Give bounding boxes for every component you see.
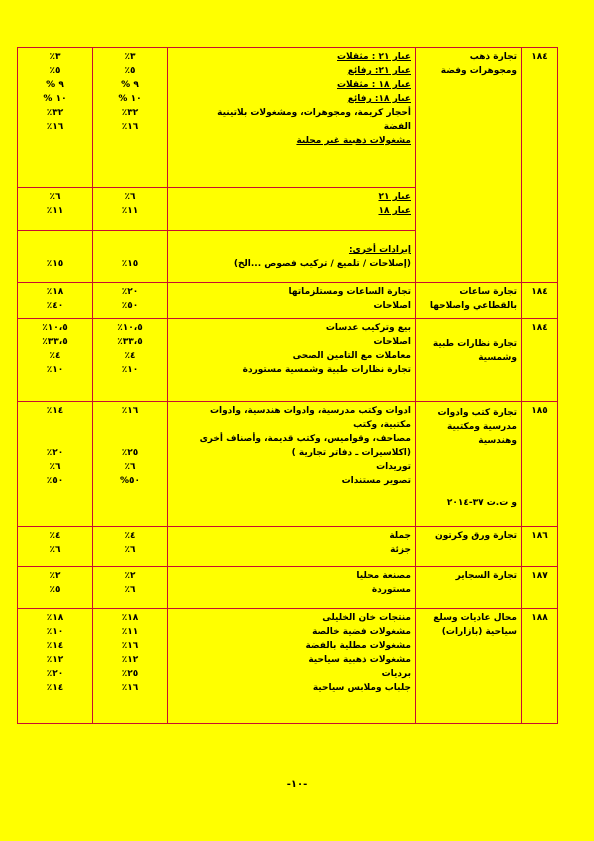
rate-cell: ٢٠٪ ٥٠٪ bbox=[93, 283, 168, 319]
rate-cell: ١٨٪ ١٠٪ ١٤٪ ١٢٪ ٢٠٪ ١٤٪ bbox=[18, 609, 93, 724]
items-cell: عيار ٢١ : مثقلات عيار ٢١: رفائع عيار ١٨ : مثقلات عيار ١٨: رفائع أحجار كريمة، ومجوهرات، ومشغولات بلاتينية الفضة مشغولات ذهبية غير محلية bbox=[168, 48, 416, 188]
table-row bbox=[18, 527, 558, 567]
activity-name: تجارة ذهب ومجوهرات وفضة bbox=[416, 48, 522, 283]
activity-name: تجارة ساعات بالقطاعي واصلاحها bbox=[416, 283, 522, 319]
items-cell: ادوات وكتب مدرسية، وادوات هندسية، وادوات مكتبية، وكتب مصاحف، وقواميس، وكتب قديمة، وأصناف أخرى (اكلاسيرات ـ دفاتر تجارية ) توريدات تصوير مستندات bbox=[168, 402, 416, 527]
activity-number: ١٨٨ bbox=[522, 609, 558, 724]
items-cell: جملة جزئة bbox=[168, 527, 416, 567]
activity-name: تجارة ورق وكرتون bbox=[416, 527, 522, 567]
table-row bbox=[18, 283, 558, 319]
items-cell: عيار ٢١ عيار ١٨ bbox=[168, 188, 416, 231]
rate-cell: ٦٪ ١١٪ bbox=[93, 188, 168, 231]
rate-cell: ٢٪ ٦٪ bbox=[93, 567, 168, 609]
rate-cell: ٣٪ ٥٪ ٩ % ١٠ % ٣٢٪ ١٦٪ bbox=[18, 48, 93, 188]
page-number: -١٠- bbox=[286, 779, 308, 790]
rate-cell: ١٠،٥٪ ٣٣،٥٪ ٤٪ ١٠٪ bbox=[18, 319, 93, 402]
rate-cell: ٢٪ ٥٪ bbox=[18, 567, 93, 609]
activity-number: ١٨٦ bbox=[522, 527, 558, 567]
rate-cell: ٤٪ ٦٪ bbox=[18, 527, 93, 567]
items-cell: منتجات خان الخليلى مشغولات فضية خالصة مشغولات مطلية بالفضة مشغولات ذهبية سياحية برديات جلباب وملابس سياحية bbox=[168, 609, 416, 724]
table-row bbox=[18, 609, 558, 724]
rate-cell: ١٨٪ ٤٠٪ bbox=[18, 283, 93, 319]
rate-cell: ٣٪ ٥٪ ٩ % ١٠ % ٣٢٪ ١٦٪ bbox=[93, 48, 168, 188]
items-cell: إيرادات أخرى: (إصلاحات / تلميع / تركيب فصوص ...الخ) bbox=[168, 231, 416, 283]
items-cell: تجارة الساعات ومستلزماتها اصلاحات bbox=[168, 283, 416, 319]
activity-number: ١٨٧ bbox=[522, 567, 558, 609]
rate-cell: ١٦٪ ٢٥٪ ٦٪ ٥٠% bbox=[93, 402, 168, 527]
table-row bbox=[18, 48, 558, 188]
items-cell: مصنعة محليا مستوردة bbox=[168, 567, 416, 609]
activity-name: محال عاديات وسلع سياحية (بازارات) bbox=[416, 609, 522, 724]
activity-number: ١٨٤ bbox=[522, 319, 558, 402]
activity-name: تجارة السجاير bbox=[416, 567, 522, 609]
rate-cell: ١٥٪ bbox=[18, 231, 93, 283]
activity-number: ١٨٤ bbox=[522, 283, 558, 319]
items-cell: بيع وتركيب عدسات اصلاحات معاملات مع التامين الصحى تجارة نظارات طبية وشمسية مستوردة bbox=[168, 319, 416, 402]
rate-cell: ٦٪ ١١٪ bbox=[18, 188, 93, 231]
table-row bbox=[18, 319, 558, 402]
table-row bbox=[18, 567, 558, 609]
rate-cell: ٤٪ ٦٪ bbox=[93, 527, 168, 567]
rate-cell: ١٥٪ bbox=[93, 231, 168, 283]
rate-cell: ١٤٪ ٢٠٪ ٦٪ ٥٠٪ bbox=[18, 402, 93, 527]
activity-name: تجارة نظارات طبية وشمسية bbox=[416, 319, 522, 402]
activity-name: تجارة كتب وادوات مدرسية ومكتبية وهندسية و ت.ت ٣٧-٢٠١٤ bbox=[416, 402, 522, 527]
activity-number: ١٨٤ bbox=[522, 48, 558, 283]
table-row bbox=[18, 402, 558, 527]
activity-note: و ت.ت ٣٧-٢٠١٤ bbox=[446, 498, 517, 508]
rate-cell: ١٠،٥٪ ٣٣،٥٪ ٤٪ ١٠٪ bbox=[93, 319, 168, 402]
rates-table bbox=[17, 47, 558, 724]
activity-number: ١٨٥ bbox=[522, 402, 558, 527]
rate-cell: ١٨٪ ١١٪ ١٦٪ ١٢٪ ٢٥٪ ١٦٪ bbox=[93, 609, 168, 724]
